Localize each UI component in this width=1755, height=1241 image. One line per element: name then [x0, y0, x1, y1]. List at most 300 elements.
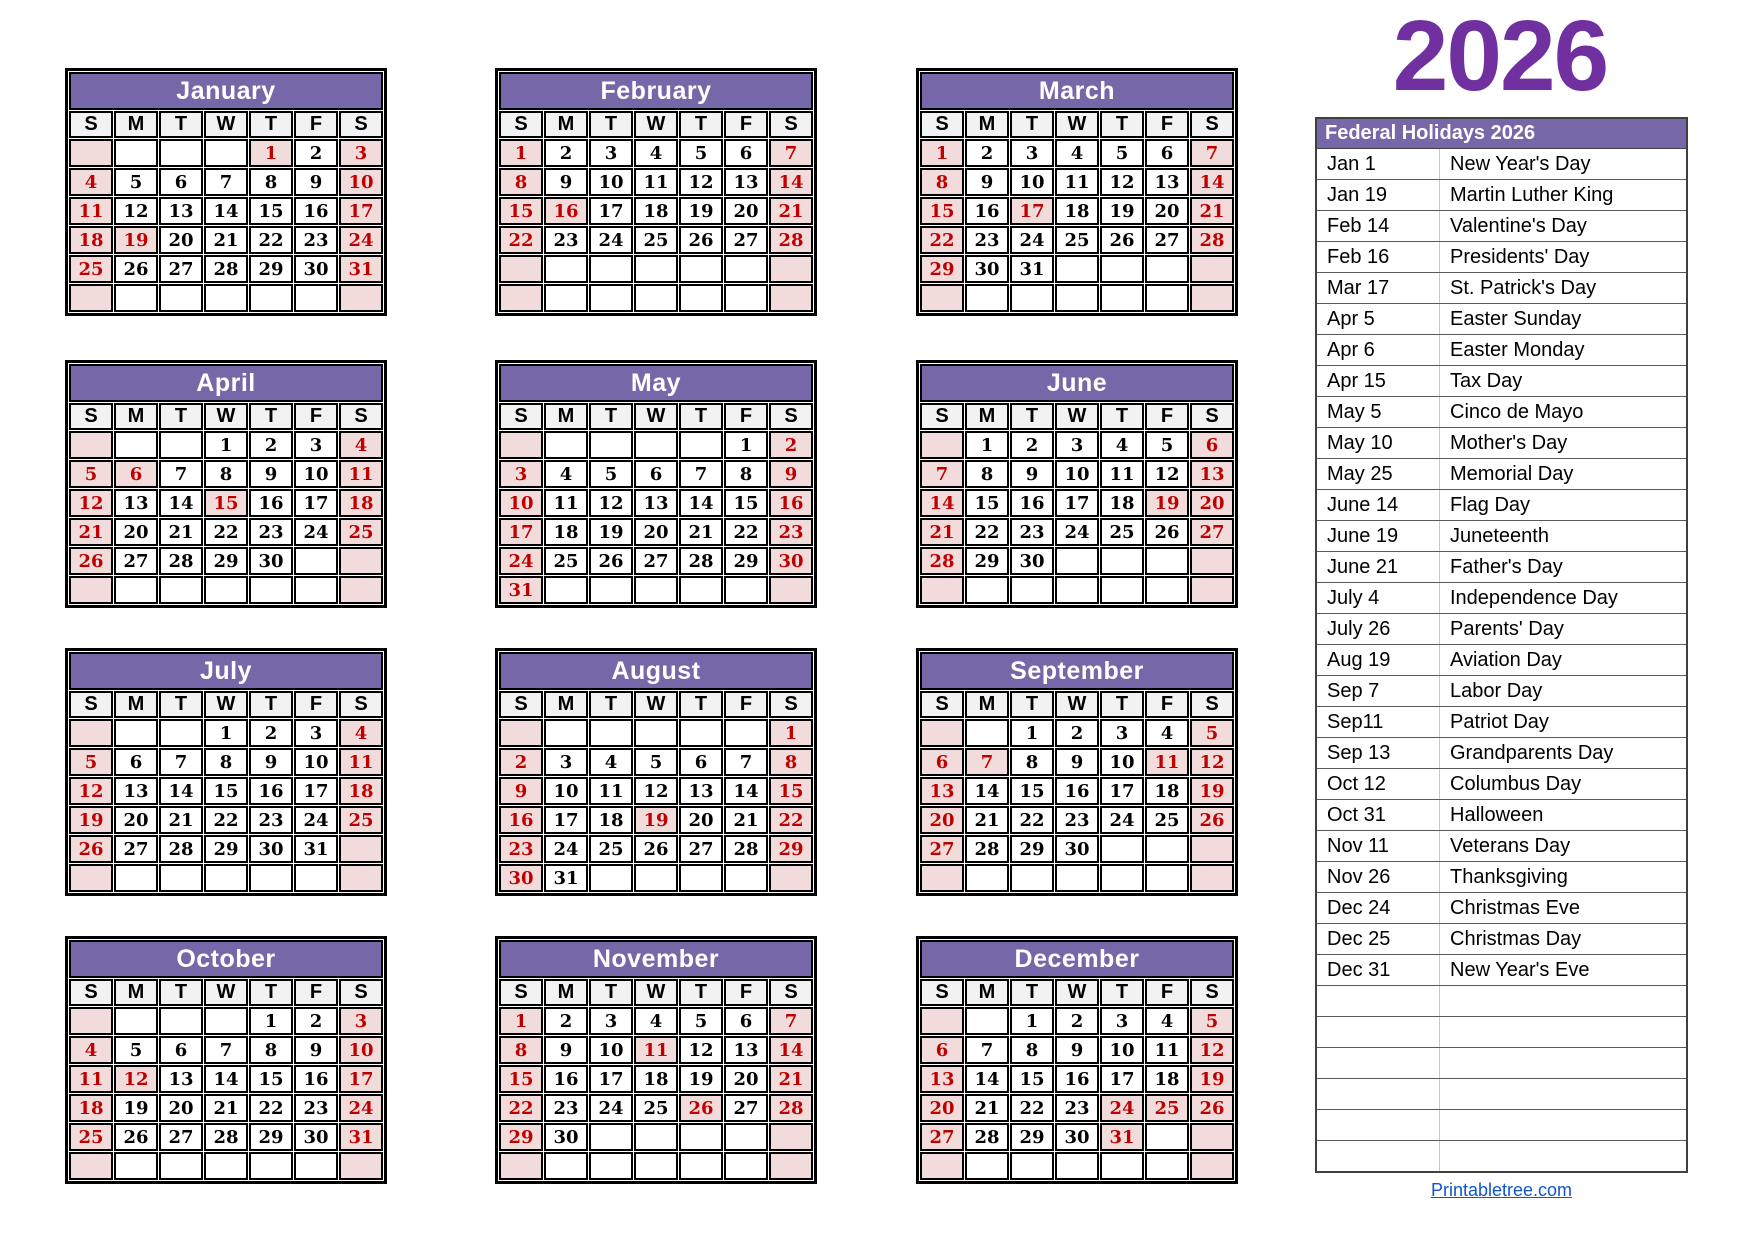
holiday-name: Patriot Day [1440, 707, 1688, 738]
holiday-name: Thanksgiving [1440, 862, 1688, 893]
day-cell: 9 [499, 777, 543, 805]
week-row [499, 1065, 813, 1093]
day-cell [69, 576, 113, 604]
day-cell: 3 [499, 460, 543, 488]
day-cell: 26 [1190, 1094, 1234, 1122]
day-cell: 30 [544, 1123, 588, 1151]
day-cell [339, 1152, 383, 1180]
holiday-name: New Year's Eve [1440, 955, 1688, 986]
month-title: January [69, 72, 383, 110]
day-cell: 15 [965, 489, 1009, 517]
day-cell: 15 [499, 1065, 543, 1093]
holiday-date: Oct 31 [1316, 800, 1440, 831]
day-cell: 28 [920, 547, 964, 575]
day-cell: 11 [589, 777, 633, 805]
day-cell: 10 [1055, 460, 1099, 488]
day-cell: 27 [1190, 518, 1234, 546]
weekday-header: S [769, 111, 813, 138]
day-cell [69, 284, 113, 312]
day-cell [204, 139, 248, 167]
day-cell [294, 1152, 338, 1180]
day-cell: 8 [1010, 1036, 1054, 1064]
day-cell: 20 [920, 806, 964, 834]
weekday-header: W [1055, 979, 1099, 1006]
day-cell: 25 [1145, 806, 1189, 834]
holiday-date: June 21 [1316, 552, 1440, 583]
day-cell [1010, 284, 1054, 312]
day-cell [114, 431, 158, 459]
day-cell [249, 284, 293, 312]
weekday-header: M [114, 111, 158, 138]
week-row [499, 168, 813, 196]
day-cell: 1 [769, 719, 813, 747]
day-cell: 24 [1100, 806, 1144, 834]
day-cell [544, 719, 588, 747]
holidays-header-row [1316, 118, 1687, 149]
day-cell: 26 [1100, 226, 1144, 254]
month-title-row [920, 364, 1234, 402]
weekday-header: T [589, 111, 633, 138]
day-cell [1190, 1152, 1234, 1180]
day-cell [634, 1152, 678, 1180]
day-cell: 17 [589, 197, 633, 225]
weekday-header-row [69, 691, 383, 718]
month-title-row [920, 940, 1234, 978]
day-cell: 31 [1010, 255, 1054, 283]
day-cell [1145, 1123, 1189, 1151]
day-cell: 4 [1145, 719, 1189, 747]
day-cell: 15 [249, 1065, 293, 1093]
day-cell [724, 719, 768, 747]
day-cell: 11 [1145, 748, 1189, 776]
day-cell [589, 431, 633, 459]
weekday-header: S [69, 403, 113, 430]
week-row [920, 748, 1234, 776]
day-cell: 1 [1010, 719, 1054, 747]
day-cell: 20 [159, 1094, 203, 1122]
week-row [69, 719, 383, 747]
day-cell [544, 576, 588, 604]
week-row [69, 255, 383, 283]
day-cell: 26 [679, 1094, 723, 1122]
week-row [69, 806, 383, 834]
day-cell: 29 [499, 1123, 543, 1151]
weekday-header: M [114, 691, 158, 718]
day-cell: 9 [769, 460, 813, 488]
day-cell: 29 [204, 547, 248, 575]
week-row [499, 489, 813, 517]
day-cell: 3 [544, 748, 588, 776]
day-cell: 15 [769, 777, 813, 805]
holiday-row [1316, 211, 1687, 242]
day-cell: 1 [499, 139, 543, 167]
weekday-header: T [159, 111, 203, 138]
holiday-date: Apr 5 [1316, 304, 1440, 335]
day-cell: 14 [965, 777, 1009, 805]
weekday-header-row [920, 111, 1234, 138]
holiday-name: Labor Day [1440, 676, 1688, 707]
month-december [916, 936, 1238, 1184]
holiday-row [1316, 490, 1687, 521]
month-march [916, 68, 1238, 316]
weekday-header: S [769, 691, 813, 718]
day-cell: 11 [69, 1065, 113, 1093]
holiday-name: Easter Sunday [1440, 304, 1688, 335]
day-cell: 24 [339, 1094, 383, 1122]
day-cell: 2 [769, 431, 813, 459]
day-cell: 22 [1010, 806, 1054, 834]
weekday-header: T [1010, 111, 1054, 138]
holiday-row [1316, 924, 1687, 955]
day-cell: 20 [114, 806, 158, 834]
week-row [920, 576, 1234, 604]
day-cell [634, 719, 678, 747]
day-cell: 21 [724, 806, 768, 834]
week-row [920, 1007, 1234, 1035]
day-cell: 29 [249, 1123, 293, 1151]
day-cell [965, 719, 1009, 747]
day-cell [589, 1123, 633, 1151]
week-row [920, 255, 1234, 283]
day-cell: 22 [204, 518, 248, 546]
holiday-row [1316, 800, 1687, 831]
day-cell: 28 [1190, 226, 1234, 254]
day-cell [69, 1007, 113, 1035]
day-cell: 22 [1010, 1094, 1054, 1122]
day-cell: 2 [294, 1007, 338, 1035]
week-row [69, 777, 383, 805]
day-cell: 10 [589, 1036, 633, 1064]
day-cell: 8 [204, 748, 248, 776]
day-cell: 14 [769, 168, 813, 196]
day-cell: 1 [204, 719, 248, 747]
day-cell: 2 [249, 719, 293, 747]
day-cell [249, 1152, 293, 1180]
day-cell [679, 431, 723, 459]
day-cell: 2 [1055, 1007, 1099, 1035]
day-cell: 7 [769, 139, 813, 167]
day-cell [499, 255, 543, 283]
day-cell: 31 [499, 576, 543, 604]
weekday-header-row [499, 403, 813, 430]
holiday-name: Mother's Day [1440, 428, 1688, 459]
weekday-header: T [159, 691, 203, 718]
day-cell: 29 [249, 255, 293, 283]
day-cell: 3 [1055, 431, 1099, 459]
day-cell: 15 [724, 489, 768, 517]
weekday-header: S [69, 691, 113, 718]
weekday-header: M [965, 979, 1009, 1006]
day-cell: 1 [965, 431, 1009, 459]
day-cell: 25 [339, 518, 383, 546]
week-row [69, 489, 383, 517]
day-cell: 27 [1145, 226, 1189, 254]
day-cell: 9 [294, 1036, 338, 1064]
day-cell: 30 [249, 547, 293, 575]
day-cell: 4 [1145, 1007, 1189, 1035]
day-cell [679, 255, 723, 283]
day-cell: 18 [634, 1065, 678, 1093]
day-cell: 11 [339, 748, 383, 776]
day-cell: 19 [1100, 197, 1144, 225]
week-row [499, 748, 813, 776]
month-title: June [920, 364, 1234, 402]
day-cell: 9 [1055, 748, 1099, 776]
day-cell: 28 [159, 835, 203, 863]
day-cell: 5 [1190, 719, 1234, 747]
month-title: April [69, 364, 383, 402]
day-cell: 5 [634, 748, 678, 776]
day-cell [920, 576, 964, 604]
day-cell [1055, 1152, 1099, 1180]
holiday-row [1316, 180, 1687, 211]
month-title: May [499, 364, 813, 402]
day-cell [1055, 284, 1099, 312]
day-cell: 4 [634, 1007, 678, 1035]
day-cell: 26 [1145, 518, 1189, 546]
day-cell [159, 1152, 203, 1180]
day-cell: 20 [634, 518, 678, 546]
day-cell [339, 547, 383, 575]
day-cell: 11 [544, 489, 588, 517]
weekday-header: S [769, 979, 813, 1006]
weekday-header-row [920, 691, 1234, 718]
weekday-header: S [920, 979, 964, 1006]
week-row [499, 255, 813, 283]
weekday-header-row [499, 979, 813, 1006]
day-cell: 5 [114, 168, 158, 196]
holiday-date-empty [1316, 1017, 1440, 1048]
day-cell: 26 [679, 226, 723, 254]
day-cell: 4 [1055, 139, 1099, 167]
day-cell: 23 [1010, 518, 1054, 546]
day-cell: 10 [1010, 168, 1054, 196]
day-cell: 7 [965, 1036, 1009, 1064]
day-cell: 10 [544, 777, 588, 805]
day-cell: 3 [589, 139, 633, 167]
day-cell [589, 284, 633, 312]
day-cell: 26 [114, 1123, 158, 1151]
holiday-date: Apr 15 [1316, 366, 1440, 397]
day-cell: 27 [159, 1123, 203, 1151]
week-row [499, 864, 813, 892]
day-cell: 24 [1010, 226, 1054, 254]
weekday-header: M [544, 111, 588, 138]
day-cell: 17 [499, 518, 543, 546]
week-row [920, 547, 1234, 575]
day-cell: 21 [159, 518, 203, 546]
day-cell: 15 [204, 777, 248, 805]
day-cell: 13 [114, 777, 158, 805]
weekday-header: M [965, 691, 1009, 718]
day-cell: 27 [114, 547, 158, 575]
holiday-empty-row [1316, 1141, 1687, 1173]
day-cell: 12 [1190, 748, 1234, 776]
day-cell: 8 [249, 168, 293, 196]
holiday-name: Cinco de Mayo [1440, 397, 1688, 428]
week-row [920, 284, 1234, 312]
weekday-header: S [920, 691, 964, 718]
day-cell: 20 [724, 197, 768, 225]
holiday-name-empty [1440, 1048, 1688, 1079]
day-cell [1010, 1152, 1054, 1180]
day-cell [249, 864, 293, 892]
weekday-header: T [1010, 403, 1054, 430]
day-cell: 6 [920, 748, 964, 776]
weekday-header: W [634, 403, 678, 430]
day-cell: 9 [249, 460, 293, 488]
holiday-date: July 26 [1316, 614, 1440, 645]
footer [1315, 1180, 1688, 1201]
day-cell: 9 [249, 748, 293, 776]
day-cell: 5 [1190, 1007, 1234, 1035]
day-cell [1145, 1152, 1189, 1180]
day-cell [339, 576, 383, 604]
weekday-header: S [339, 979, 383, 1006]
week-row [499, 284, 813, 312]
day-cell: 12 [1145, 460, 1189, 488]
holiday-name: Juneteenth [1440, 521, 1688, 552]
day-cell: 21 [69, 518, 113, 546]
day-cell [114, 139, 158, 167]
day-cell: 6 [159, 168, 203, 196]
day-cell [965, 1007, 1009, 1035]
day-cell: 31 [294, 835, 338, 863]
week-row [499, 1123, 813, 1151]
day-cell: 23 [769, 518, 813, 546]
week-row [920, 835, 1234, 863]
day-cell: 24 [589, 1094, 633, 1122]
day-cell: 3 [1010, 139, 1054, 167]
day-cell [294, 864, 338, 892]
day-cell: 21 [679, 518, 723, 546]
weekday-header: T [1100, 403, 1144, 430]
month-title: March [920, 72, 1234, 110]
day-cell: 14 [1190, 168, 1234, 196]
holiday-name: Christmas Day [1440, 924, 1688, 955]
day-cell: 11 [634, 168, 678, 196]
weekday-header: S [499, 979, 543, 1006]
day-cell: 28 [769, 226, 813, 254]
month-title-row [69, 364, 383, 402]
day-cell: 11 [1100, 460, 1144, 488]
day-cell: 16 [769, 489, 813, 517]
week-row [499, 1036, 813, 1064]
day-cell [724, 284, 768, 312]
week-row [69, 1123, 383, 1151]
holiday-date-empty [1316, 1110, 1440, 1141]
day-cell: 9 [965, 168, 1009, 196]
day-cell: 18 [634, 197, 678, 225]
day-cell: 17 [1055, 489, 1099, 517]
month-title: July [69, 652, 383, 690]
day-cell [1100, 547, 1144, 575]
week-row [69, 1094, 383, 1122]
week-row [499, 1152, 813, 1180]
day-cell [1145, 547, 1189, 575]
day-cell: 25 [634, 1094, 678, 1122]
day-cell: 30 [1055, 835, 1099, 863]
day-cell: 25 [339, 806, 383, 834]
day-cell [544, 1152, 588, 1180]
holiday-row [1316, 397, 1687, 428]
day-cell: 7 [769, 1007, 813, 1035]
day-cell: 17 [1100, 777, 1144, 805]
day-cell: 13 [679, 777, 723, 805]
day-cell: 2 [544, 139, 588, 167]
printabletree-link[interactable]: Printabletree.com [1430, 1180, 1573, 1200]
day-cell: 18 [69, 226, 113, 254]
day-cell: 29 [1010, 835, 1054, 863]
day-cell: 9 [544, 168, 588, 196]
holiday-name: Parents' Day [1440, 614, 1688, 645]
day-cell: 18 [339, 777, 383, 805]
holiday-date: Sep 7 [1316, 676, 1440, 707]
week-row [499, 1007, 813, 1035]
day-cell [339, 864, 383, 892]
day-cell: 2 [1010, 431, 1054, 459]
day-cell [1055, 576, 1099, 604]
day-cell: 10 [294, 460, 338, 488]
day-cell [499, 719, 543, 747]
day-cell [1190, 547, 1234, 575]
day-cell: 25 [634, 226, 678, 254]
holiday-row [1316, 645, 1687, 676]
holiday-date: May 25 [1316, 459, 1440, 490]
day-cell: 5 [1145, 431, 1189, 459]
day-cell: 20 [724, 1065, 768, 1093]
day-cell: 8 [920, 168, 964, 196]
day-cell: 9 [294, 168, 338, 196]
day-cell: 13 [114, 489, 158, 517]
day-cell [204, 1152, 248, 1180]
week-row [920, 226, 1234, 254]
month-title: October [69, 940, 383, 978]
day-cell: 14 [724, 777, 768, 805]
day-cell: 13 [920, 1065, 964, 1093]
day-cell: 14 [159, 777, 203, 805]
weekday-header: T [1100, 111, 1144, 138]
week-row [69, 748, 383, 776]
day-cell: 25 [544, 547, 588, 575]
day-cell: 20 [159, 226, 203, 254]
month-title: November [499, 940, 813, 978]
day-cell [114, 719, 158, 747]
day-cell [920, 1007, 964, 1035]
week-row [920, 1065, 1234, 1093]
day-cell: 4 [634, 139, 678, 167]
day-cell: 23 [294, 226, 338, 254]
day-cell: 7 [159, 748, 203, 776]
day-cell: 26 [1190, 806, 1234, 834]
day-cell [159, 431, 203, 459]
day-cell: 21 [769, 1065, 813, 1093]
day-cell: 3 [1100, 1007, 1144, 1035]
month-title-row [920, 72, 1234, 110]
holiday-date: July 4 [1316, 583, 1440, 614]
day-cell: 20 [679, 806, 723, 834]
day-cell [249, 576, 293, 604]
day-cell: 19 [679, 197, 723, 225]
day-cell [69, 1152, 113, 1180]
weekday-header: T [249, 691, 293, 718]
day-cell: 20 [114, 518, 158, 546]
day-cell: 3 [1100, 719, 1144, 747]
day-cell: 23 [544, 226, 588, 254]
day-cell: 19 [114, 1094, 158, 1122]
month-november [495, 936, 817, 1184]
day-cell [294, 284, 338, 312]
